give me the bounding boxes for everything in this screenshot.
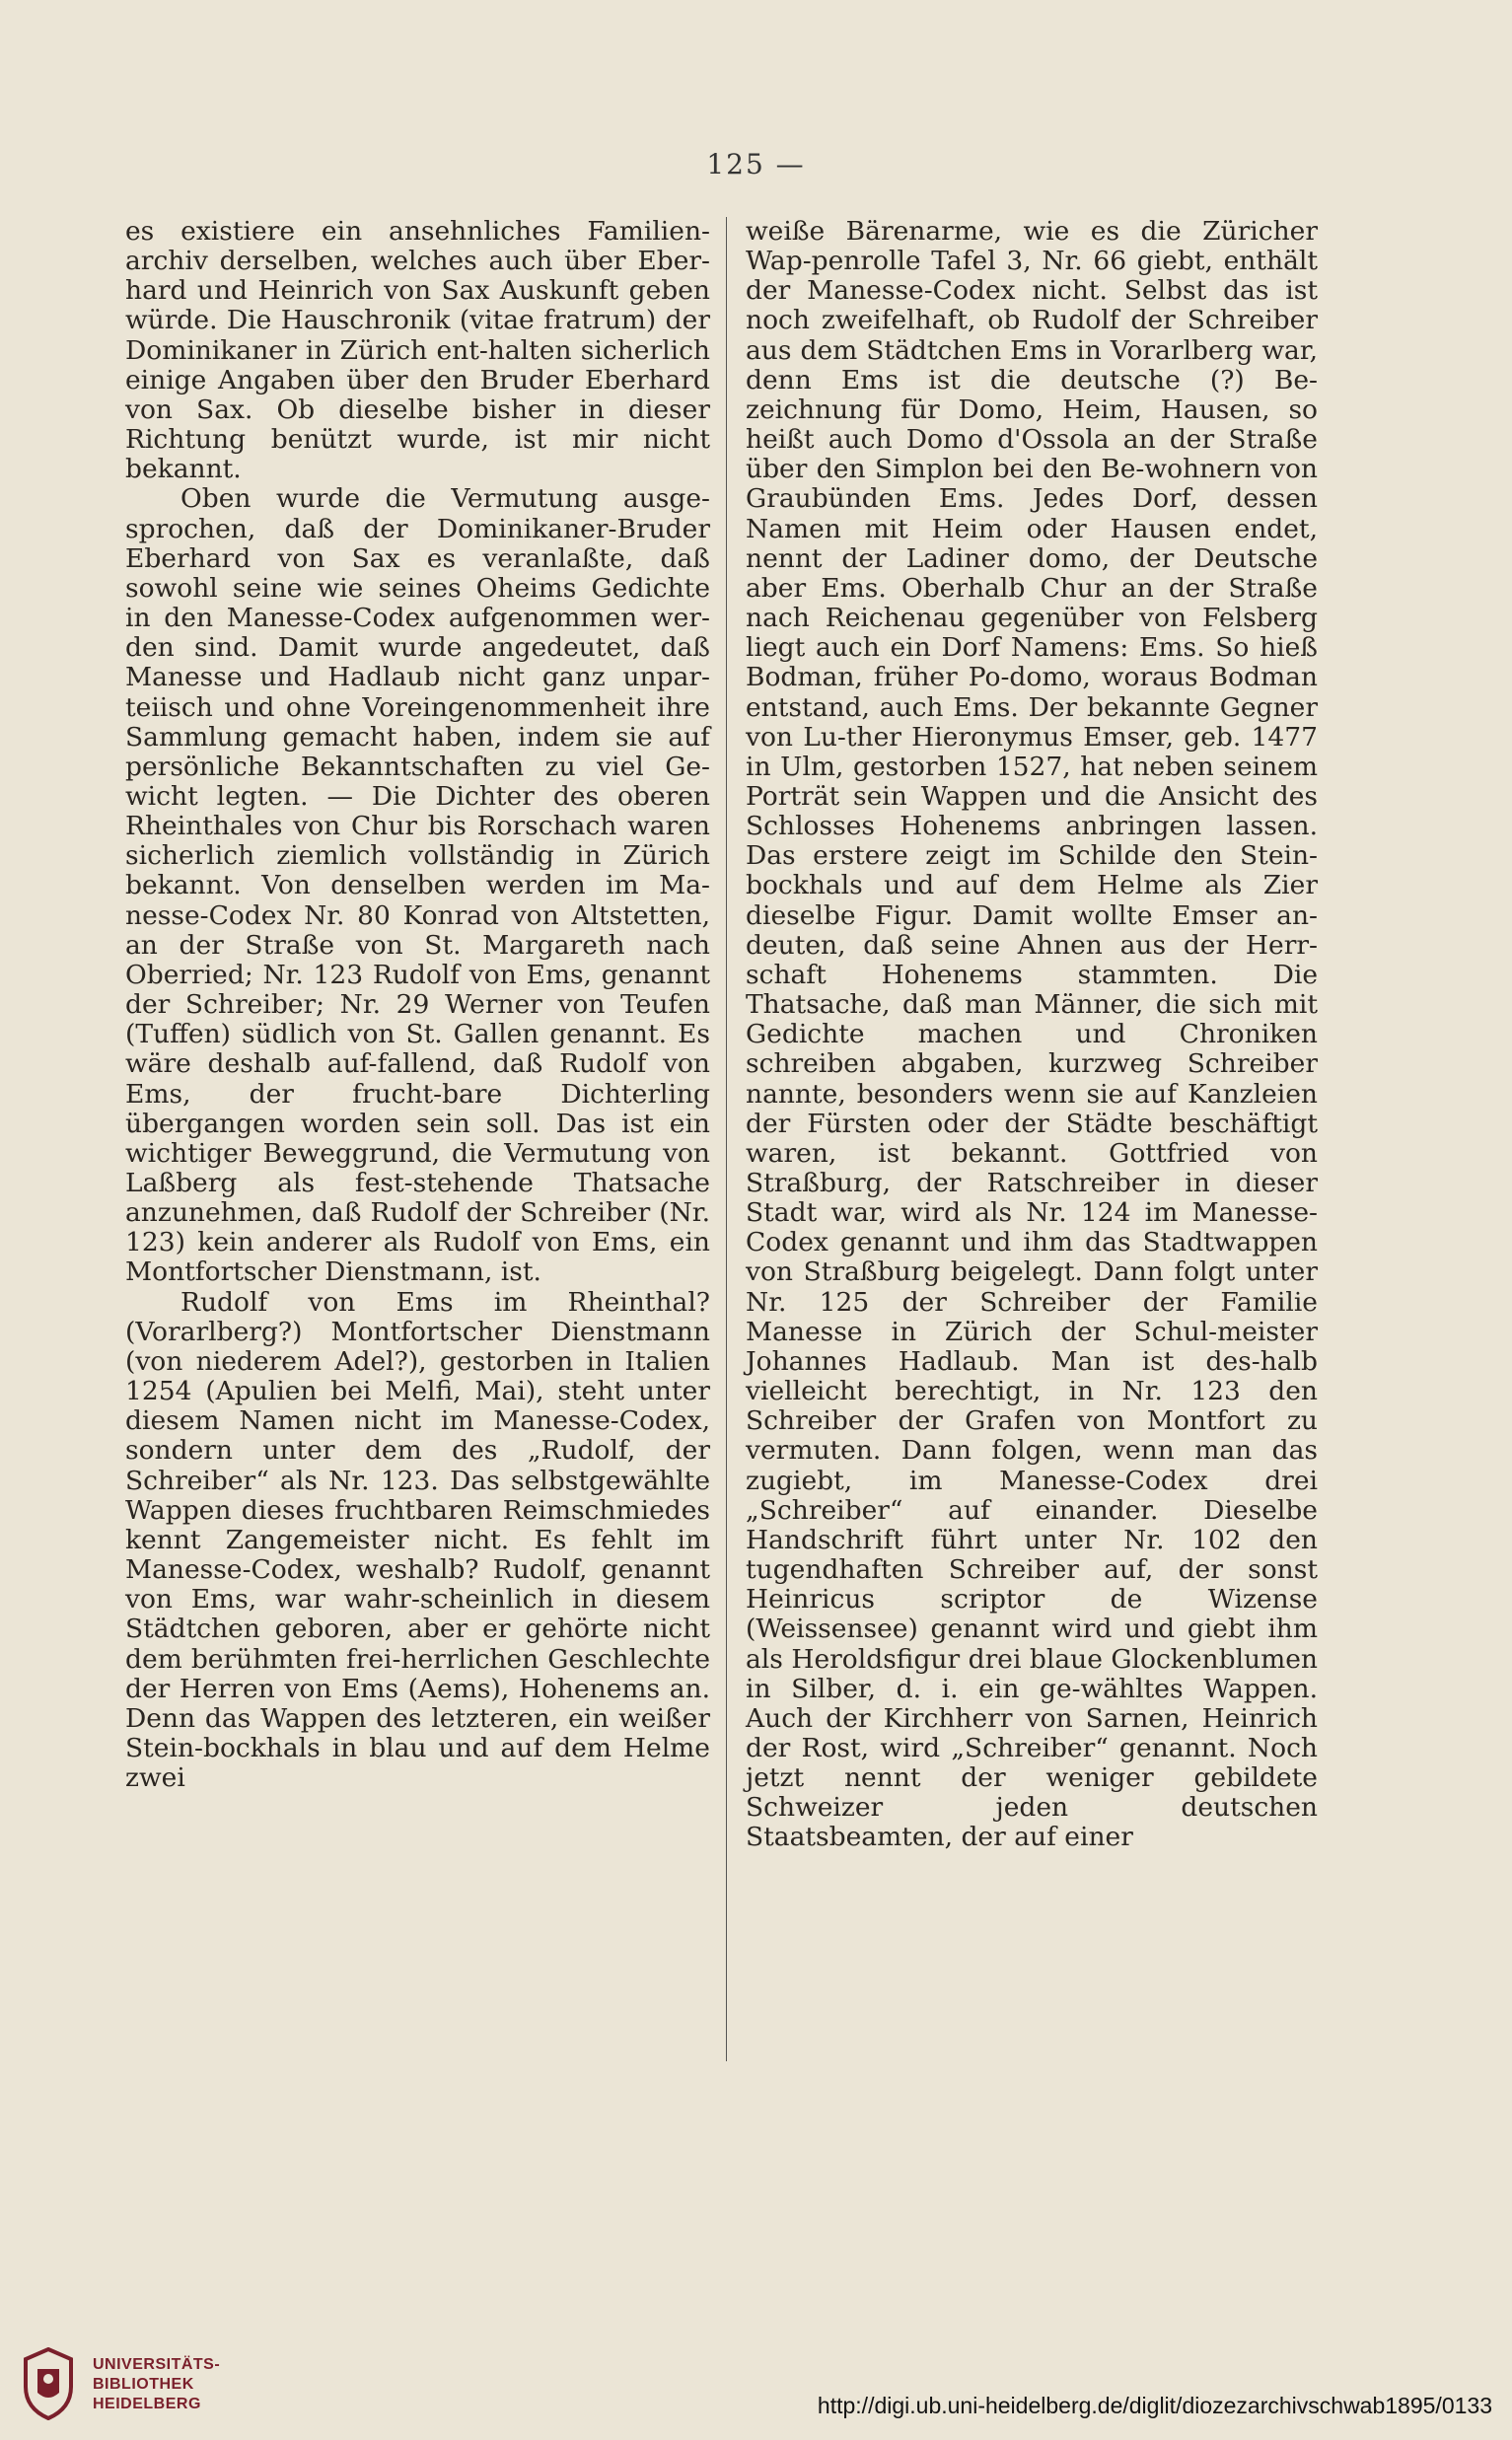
logo-line: UNIVERSITÄTS-	[93, 2356, 221, 2373]
library-logo[interactable]	[12, 2347, 249, 2424]
left-column	[125, 217, 710, 1793]
logo-line: HEIDELBERG	[93, 2396, 201, 2412]
paragraph: Rudolf von Ems im Rheinthal? (Vorarlberg?) Montfortscher Dienstmann (von niederem Adel?), gestorben in Italien 1254 (Apulien bei Melfi, Mai), steht unter diesem Namen nicht im Manesse-Codex, sondern unter dem des „Rudolf, der Schreiber“ als Nr. 123. Das selbstgewählte Wappen dieses fruchtbaren Reimschmiedes kennt Zangemeister nicht. Es fehlt im Manesse-Codex, weshalb? Rudolf, genannt von Ems, war wahr-scheinlich in diesem Städtchen geboren, aber er gehörte nicht dem berühmten frei-herrlichen Geschlechte der Herren von Ems (Aems), Hohenems an. Denn das Wappen des letzteren, ein weißer Stein-bockhals in blau und auf dem Helme zwei	[125, 1286, 710, 1794]
page-number: 125 —	[706, 148, 806, 180]
column-divider	[726, 217, 727, 2061]
paragraph: Oben wurde die Vermutung ausge-sprochen, daß der Dominikaner-Bruder Eberhard von Sax es veranlaßte, daß sowohl seine wie seines Oheims Gedichte in den Manesse-Codex aufgenommen wer-den sind. Damit wurde angedeutet, daß Manesse und Hadlaub nicht ganz unpar-teiisch und ohne Voreingenommenheit ihre Sammlung gemacht haben, indem sie auf persönliche Bekanntschaften zu viel Ge-wicht legten. — Die Dichter des oberen Rheinthales von Chur bis Rorschach waren sicherlich ziemlich vollständig in Zürich bekannt. Von denselben werden im Ma-nesse-Codex Nr. 80 Konrad von Altstetten, an der Straße von St. Margareth nach Oberried; Nr. 123 Rudolf von Ems, genannt der Schreiber; Nr. 29 Werner von Teufen (Tuffen) südlich von St. Gallen genannt. Es wäre deshalb auf-fallend, daß Rudolf von Ems, der frucht-bare Dichterling übergangen worden sein soll. Das ist ein wichtiger Beweggrund, die Vermutung von Laßberg als fest-stehende Thatsache anzunehmen, daß Rudolf der Schreiber (Nr. 123) kein anderer als Rudolf von Ems, ein Montfortscher Dienstmann, ist.	[125, 483, 710, 1288]
paragraph: weiße Bärenarme, wie es die Züricher Wap-penrolle Tafel 3, Nr. 66 giebt, enthält der Manesse-Codex nicht. Selbst das ist noch zweifelhaft, ob Rudolf der Schreiber aus dem Städtchen Ems in Vorarlberg war, denn Ems ist die deutsche (?) Be-zeichnung für Domo, Heim, Hausen, so heißt auch Domo d'Ossola an der Straße über den Simplon bei den Be-wohnern von Graubünden Ems. Jedes Dorf, dessen Namen mit Heim oder Hausen endet, nennt der Ladiner domo, der Deutsche aber Ems. Oberhalb Chur an der Straße nach Reichenau gegenüber von Felsberg liegt auch ein Dorf Namens: Ems. So hieß Bodman, früher Po-domo, woraus Bodman entstand, auch Ems. Der bekannte Gegner von Lu-ther Hieronymus Emser, geb. 1477 in Ulm, gestorben 1527, hat neben seinem Porträt sein Wappen und die Ansicht des Schlosses Hohenems anbringen lassen. Das erstere zeigt im Schilde den Stein-bockhals und auf dem Helme als Zier dieselbe Figur. Damit wollte Emser an-deuten, daß seine Ahnen aus der Herr-schaft Hohenems stammten. Die Thatsache, daß man Männer, die sich mit Gedichte machen und Chroniken schreiben abgaben, kurzweg Schreiber nannte, besonders wenn sie auf Kanzleien der Fürsten oder der Städte beschäftigt waren, ist bekannt. Gottfried von Straßburg, der Ratschreiber in dieser Stadt war, wird als Nr. 124 im Manesse-Codex genannt und ihm das Stadtwappen von Straßburg beigelegt. Dann folgt unter Nr. 125 der Schreiber der Familie Manesse in Zürich der Schul-meister Johannes Hadlaub. Man ist des-halb vielleicht berechtigt, in Nr. 123 den Schreiber der Grafen von Montfort zu vermuten. Dann folgen, wenn man das zugiebt, im Manesse-Codex drei „Schreiber“ auf einander. Dieselbe Handschrift führt unter Nr. 102 den tugendhaften Schreiber auf, der sonst Heinricus scriptor de Wizense (Weissensee) genannt wird und giebt ihm als Heroldsfigur drei blaue Glockenblumen in Silber, d. i. ein ge-wähltes Wappen. Auch der Kirchherr von Sarnen, Heinrich der Rost, wird „Schreiber“ genannt. Noch jetzt nennt der weniger gebildete Schweizer jeden deutschen Staatsbeamten, der auf einer	[746, 216, 1318, 1853]
logo-line: BIBLIOTHEK	[93, 2376, 194, 2393]
university-seal-icon	[20, 2347, 77, 2420]
paragraph: es existiere ein ansehnliches Familien-archiv derselben, welches auch über Eber-hard und Heinrich von Sax Auskunft geben würde. Die Hauschronik (vitae fratrum) der Dominikaner in Zürich ent-halten sicherlich einige Angaben über den Bruder Eberhard von Sax. Ob dieselbe bisher in dieser Richtung benützt wurde, ist mir nicht bekannt.	[125, 216, 710, 485]
right-column	[746, 217, 1318, 1853]
logo-text	[93, 2355, 220, 2414]
source-url[interactable]: http://digi.ub.uni-heidelberg.de/diglit/diozezarchivschwab1895/0133	[817, 2393, 1492, 2418]
